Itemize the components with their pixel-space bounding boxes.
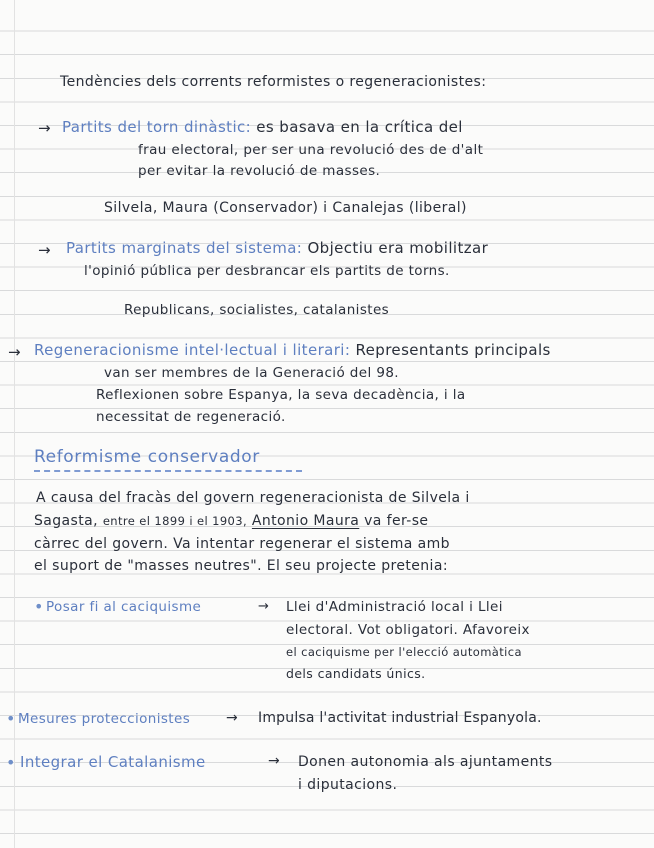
section-title: Tendències dels corrents reformistes o regeneracionistes: [60, 74, 487, 90]
arrow-icon: → [38, 241, 51, 259]
bullet2-text1: Impulsa l'activitat industrial Espanyola. [258, 710, 542, 726]
bullet3-label: Integrar el Catalanisme [20, 753, 206, 771]
section-heading: Reformisme conservador [34, 447, 260, 467]
bullet3-text1: Donen autonomia als ajuntaments [298, 754, 553, 770]
item3-line2: van ser membres de la Generació del 98. [104, 365, 399, 381]
bullet2-label: Mesures proteccionistes [18, 711, 191, 727]
item3-line4: necessitat de regeneració. [96, 409, 286, 425]
item3-line1: Representants principals [355, 341, 551, 359]
item3-head [34, 340, 551, 360]
para-line1: A causa del fracàs del govern regeneracionista de Silvela i [36, 490, 470, 506]
para-line2a: Sagasta, [34, 513, 98, 529]
bullet3-text2: i diputacions. [298, 777, 398, 793]
bullet1-text4: dels candidats únics. [286, 666, 426, 681]
bullet1-text3: el caciquisme per l'elecció automàtica [286, 645, 522, 659]
item1-line1: es basava en la crítica del [256, 118, 463, 136]
item3-line3: Reflexionen sobre Espanya, la seva decadència, i la [96, 387, 466, 403]
arrow-icon: → [268, 753, 280, 769]
bullet1-label: Posar fi al caciquisme [46, 599, 202, 615]
para-line2d: va fer-se [364, 513, 429, 529]
item1-line2: frau electoral, per ser una revolució des de d'alt [138, 142, 484, 158]
arrow-icon: → [258, 599, 269, 614]
bullet-icon: • [34, 597, 44, 616]
item2-head [66, 238, 488, 258]
arrow-icon: → [226, 710, 238, 726]
arrow-icon: → [38, 119, 51, 137]
item2-line1: Objectiu era mobilitzar [307, 239, 489, 257]
item1-line3: per evitar la revolució de masses. [138, 163, 381, 179]
bullet1-text1: Llei d'Administració local i Llei [286, 599, 503, 615]
item1-examples: Silvela, Maura (Conservador) i Canalejas (liberal) [104, 200, 467, 216]
item2-line2: l'opinió pública per desbrancar els partits de torns. [84, 263, 450, 279]
item1-head [62, 117, 463, 137]
para-line2b: entre el 1899 i el 1903, [102, 514, 248, 528]
bullet-icon: • [6, 753, 16, 772]
bullet1-text2: electoral. Vot obligatori. Afavoreix [286, 622, 530, 638]
para-line3: càrrec del govern. Va intentar regenerar el sistema amb [34, 536, 450, 552]
heading-underline [34, 470, 302, 472]
para-line2c: Antonio Maura [251, 513, 360, 529]
item2-head-text: Partits marginats del sistema: [66, 239, 303, 257]
para-line4: el suport de "masses neutres". El seu projecte pretenia: [34, 558, 448, 574]
para-line2 [34, 511, 428, 531]
item2-examples: Republicans, socialistes, catalanistes [124, 302, 390, 318]
arrow-icon: → [8, 343, 21, 361]
bullet-icon: • [6, 709, 16, 728]
item1-head-text: Partits del torn dinàstic: [62, 118, 252, 136]
item3-head-text: Regeneracionisme intel·lectual i literari: [34, 341, 351, 359]
